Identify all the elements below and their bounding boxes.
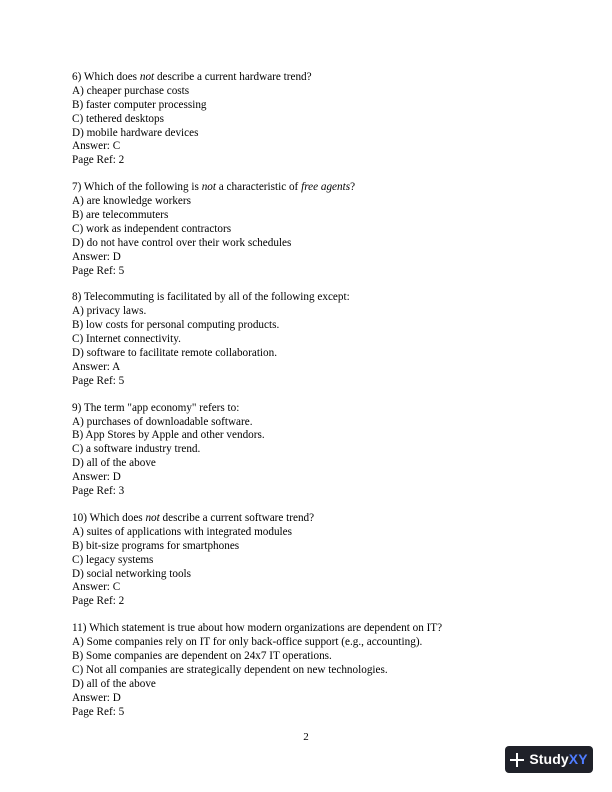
- answer-option: B) low costs for personal computing products.: [72, 319, 280, 332]
- answer-key: Answer: C: [72, 581, 121, 594]
- answer-option: B) App Stores by Apple and other vendors.: [72, 429, 265, 442]
- answer-option: C) a software industry trend.: [72, 443, 201, 456]
- answer-option: D) social networking tools: [72, 567, 192, 580]
- answer-option: A) Some companies rely on IT for only back-office support (e.g., accounting).: [72, 636, 423, 649]
- answer-option: C) Not all companies are strategically dependent on new technologies.: [72, 663, 388, 676]
- question-stem: 6) Which does not describe a current hardware trend?: [72, 71, 312, 83]
- page-reference: Page Ref: 5: [72, 705, 125, 718]
- answer-option: B) bit-size programs for smartphones: [72, 539, 240, 552]
- brand-main: Study: [529, 751, 569, 767]
- studyxy-badge[interactable]: [505, 746, 593, 773]
- answer-option: A) cheaper purchase costs: [72, 84, 190, 97]
- brand-accent: XY: [568, 751, 588, 767]
- plus-icon: [510, 753, 524, 767]
- answer-option: C) tethered desktops: [72, 112, 164, 125]
- question-block: [72, 512, 542, 609]
- answer-option: A) are knowledge workers: [72, 195, 191, 208]
- page-reference: Page Ref: 3: [72, 485, 125, 498]
- answer-option: D) software to facilitate remote collaboration.: [72, 347, 278, 360]
- brand-wordmark: [529, 746, 587, 773]
- page-reference: Page Ref: 2: [72, 595, 125, 608]
- answer-option: A) suites of applications with integrated modules: [72, 525, 292, 538]
- answer-key: Answer: D: [72, 250, 121, 263]
- question-block: [72, 622, 542, 719]
- question-stem: 8) Telecommuting is facilitated by all of the following except:: [72, 291, 350, 304]
- question-stem: 10) Which does not describe a current software trend?: [72, 511, 315, 524]
- answer-option: C) Internet connectivity.: [72, 333, 181, 346]
- answer-option: B) Some companies are dependent on 24x7 IT operations.: [72, 649, 332, 662]
- question-block: [72, 402, 542, 499]
- answer-option: B) are telecommuters: [72, 209, 169, 222]
- question-list: [72, 71, 542, 732]
- question-block: [72, 181, 542, 278]
- answer-option: A) purchases of downloadable software.: [72, 415, 253, 428]
- answer-option: D) do not have control over their work schedules: [72, 236, 292, 249]
- answer-option: A) privacy laws.: [72, 305, 147, 318]
- question-stem: 11) Which statement is true about how modern organizations are dependent on IT?: [72, 622, 443, 635]
- answer-key: Answer: A: [72, 360, 121, 373]
- answer-option: D) mobile hardware devices: [72, 126, 199, 139]
- answer-key: Answer: D: [72, 471, 121, 484]
- page-reference: Page Ref: 2: [72, 154, 125, 167]
- page-reference: Page Ref: 5: [72, 264, 125, 277]
- page-number: 2: [303, 731, 309, 743]
- page-reference: Page Ref: 5: [72, 374, 125, 387]
- question-block: [72, 71, 542, 168]
- answer-option: B) faster computer processing: [72, 98, 207, 111]
- answer-option: C) legacy systems: [72, 553, 154, 566]
- answer-option: D) all of the above: [72, 677, 156, 690]
- answer-key: Answer: D: [72, 691, 121, 704]
- question-block: [72, 291, 542, 388]
- question-stem: 7) Which of the following is not a characteristic of free agents?: [72, 181, 356, 194]
- answer-key: Answer: C: [72, 140, 121, 153]
- answer-option: C) work as independent contractors: [72, 222, 232, 235]
- question-stem: 9) The term "app economy" refers to:: [72, 401, 240, 414]
- answer-option: D) all of the above: [72, 457, 156, 470]
